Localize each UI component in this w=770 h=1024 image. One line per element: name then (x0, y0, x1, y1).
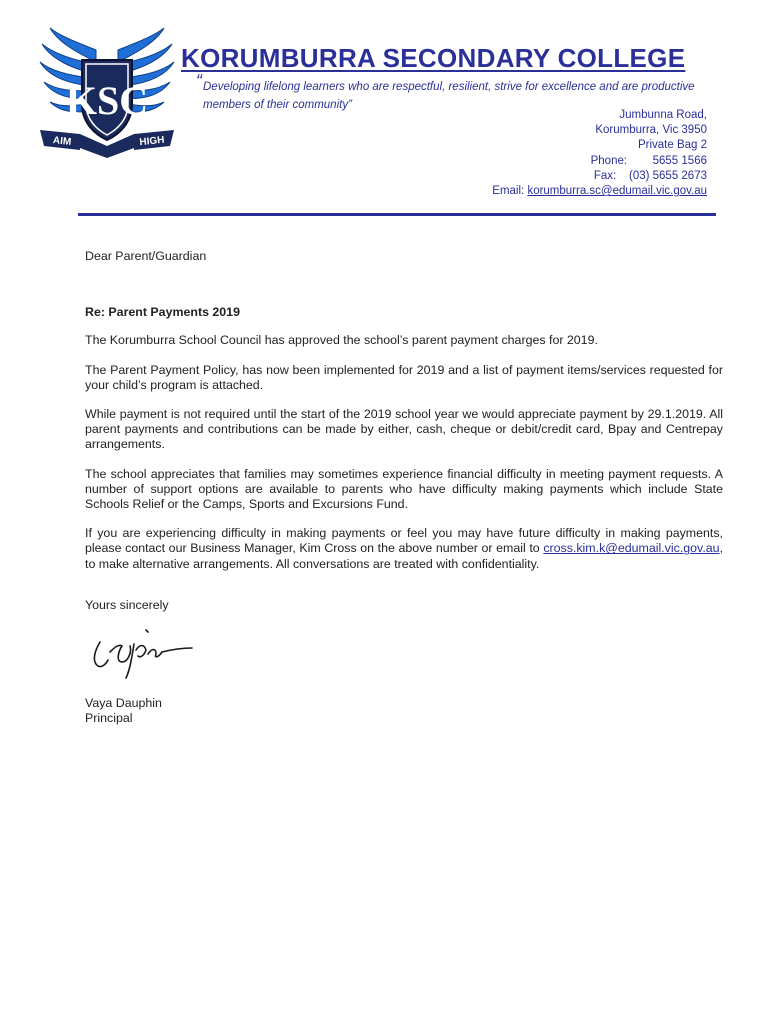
salutation: Dear Parent/Guardian (85, 249, 207, 263)
paragraph-2: The Parent Payment Policy, has now been implemented for 2019 and a list of payment items/services requested for your child’s program is attached. (85, 362, 723, 392)
fax-label: Fax: (593, 169, 617, 182)
fax-number: (03) 5655 2673 (628, 169, 707, 182)
school-email-link[interactable]: korumburra.sc@edumail.vic.gov.au (527, 185, 707, 198)
business-manager-email-link[interactable]: cross.kim.k@edumail.vic.gov.au (543, 541, 720, 556)
phone-label: Phone: (590, 154, 628, 167)
header-divider (78, 213, 716, 216)
paragraph-3: While payment is not required until the start of the 2019 school year we would appreciate payment by 29.1.2019. All parent payments and contributions can be made by either, cash, cheque or debit/credit card, Bpay and Centrepay arrangements. (85, 407, 723, 452)
email-label: Email: (492, 185, 525, 198)
fax-line (492, 169, 707, 184)
paragraph-5-text-start: If you are experiencing difficulty in making payments or feel you may have future difficulty in making payments, please contact our Business Manager, Kim Cross on the above number or email to (85, 526, 723, 556)
crest-monogram: KSC (65, 78, 149, 123)
paragraph-5 (85, 526, 723, 572)
signer-title: Principal (85, 711, 133, 726)
school-crest-logo (36, 22, 178, 162)
signer-name: Vaya Dauphin (85, 696, 162, 710)
motto-open-quote: “ (196, 71, 202, 91)
crest-banner-left: AIM (52, 135, 72, 148)
paragraph-5-text-end: , to make alternative arrangements. All conversations are treated with confidentiality. (85, 541, 723, 571)
address-line-2: Korumburra, Vic 3950 (595, 124, 707, 137)
phone-line (492, 154, 707, 169)
motto-text: Developing lifelong learners who are respectful, resilient, strive for excellence and are productive members of their community” (203, 81, 695, 111)
crest-banner-right: HIGH (138, 134, 165, 149)
principal-signature (88, 622, 198, 682)
paragraph-1: The Korumburra School Council has approved the school’s parent payment charges for 2019. (85, 333, 598, 348)
phone-number: 5655 1566 (652, 154, 707, 167)
signer-block (85, 696, 162, 726)
letter-body (85, 249, 723, 572)
paragraph-4: The school appreciates that families may sometimes experience financial difficulty in meeting payment requests. A number of support options are available to parents who have difficulty making payments which include State Schools Relief or the Camps, Sports and Excursions Fund. (85, 466, 723, 512)
email-line (492, 184, 707, 199)
address-line-1: Jumbunna Road, (619, 109, 707, 121)
school-address-block (492, 108, 707, 199)
closing-text: Yours sincerely (85, 598, 169, 612)
address-line-3: Private Bag 2 (637, 139, 707, 152)
subject-line: Re: Parent Payments 2019 (85, 305, 240, 320)
school-name-heading: KORUMBURRA SECONDARY COLLEGE (181, 43, 686, 73)
